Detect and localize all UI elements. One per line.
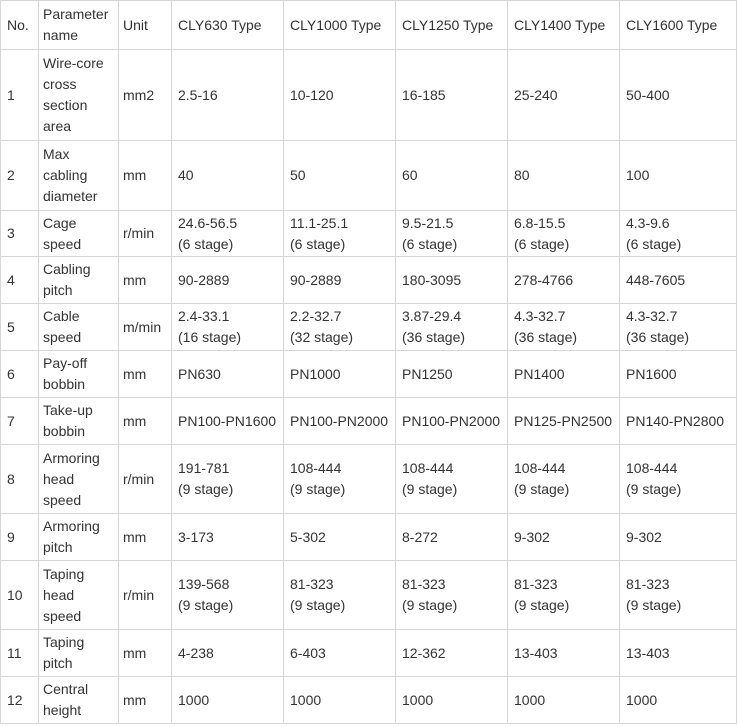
header-type: CLY1600 Type [620,1,737,50]
row-value: 448-7605 [620,257,737,304]
row-value: PN140-PN2800 [620,398,737,445]
row-value: 81-323 (9 stage) [508,561,620,630]
row-no: 2 [1,141,39,211]
header-type: CLY1000 Type [284,1,396,50]
row-value: 50-400 [620,50,737,141]
table-row [1,630,737,677]
row-param: Cage speed [39,211,119,257]
table-row [1,677,737,724]
row-value: 108-444 (9 stage) [396,445,508,514]
row-unit: r/min [119,211,172,257]
row-value: 2.2-32.7 (32 stage) [284,304,396,351]
row-no: 10 [1,561,39,630]
row-value: 1000 [620,677,737,724]
row-value: 81-323 (9 stage) [396,561,508,630]
row-value: 81-323 (9 stage) [620,561,737,630]
row-unit: mm [119,630,172,677]
header-type: CLY630 Type [172,1,284,50]
table-row [1,141,737,211]
row-value: 10-120 [284,50,396,141]
row-no: 6 [1,351,39,398]
row-value: 6-403 [284,630,396,677]
row-param: Wire-core cross section area [39,50,119,141]
row-param: Central height [39,677,119,724]
row-value: 4.3-32.7 (36 stage) [508,304,620,351]
row-value: 1000 [508,677,620,724]
row-value: 81-323 (9 stage) [284,561,396,630]
row-value: PN100-PN2000 [396,398,508,445]
row-value: PN1250 [396,351,508,398]
row-param: Pay-off bobbin [39,351,119,398]
row-unit: mm [119,398,172,445]
row-unit: mm [119,141,172,211]
row-value: 8-272 [396,514,508,561]
row-no: 1 [1,50,39,141]
table-row [1,257,737,304]
row-value: 80 [508,141,620,211]
row-unit: mm [119,257,172,304]
row-value: 6.8-15.5 (6 stage) [508,211,620,257]
row-param: Cable speed [39,304,119,351]
row-value: 3-173 [172,514,284,561]
row-value: 60 [396,141,508,211]
row-value: 108-444 (9 stage) [508,445,620,514]
row-unit: mm2 [119,50,172,141]
row-value: 90-2889 [172,257,284,304]
row-no: 12 [1,677,39,724]
row-value: 4.3-9.6 (6 stage) [620,211,737,257]
row-unit: r/min [119,561,172,630]
row-param: Cabling pitch [39,257,119,304]
row-param: Armoring pitch [39,514,119,561]
row-no: 7 [1,398,39,445]
row-value: 11.1-25.1 (6 stage) [284,211,396,257]
header-row [1,1,737,50]
row-unit: r/min [119,445,172,514]
row-value: PN1600 [620,351,737,398]
header-unit: Unit [119,1,172,50]
row-unit: mm [119,351,172,398]
row-no: 11 [1,630,39,677]
header-param: Parameter name [39,1,119,50]
row-no: 8 [1,445,39,514]
header-no: No. [1,1,39,50]
row-param: Max cabling diameter [39,141,119,211]
row-value: 2.4-33.1 (16 stage) [172,304,284,351]
row-value: 108-444 (9 stage) [284,445,396,514]
row-value: 2.5-16 [172,50,284,141]
row-no: 4 [1,257,39,304]
row-value: 16-185 [396,50,508,141]
row-unit: mm [119,514,172,561]
row-value: 9-302 [620,514,737,561]
table-row [1,398,737,445]
row-value: 108-444 (9 stage) [620,445,737,514]
row-value: 100 [620,141,737,211]
row-value: 3.87-29.4 (36 stage) [396,304,508,351]
row-value: 1000 [284,677,396,724]
row-value: 90-2889 [284,257,396,304]
row-value: 1000 [396,677,508,724]
row-value: 13-403 [620,630,737,677]
row-value: 13-403 [508,630,620,677]
row-value: PN630 [172,351,284,398]
row-value: 50 [284,141,396,211]
header-type: CLY1250 Type [396,1,508,50]
row-param: Take-up bobbin [39,398,119,445]
row-value: 24.6-56.5 (6 stage) [172,211,284,257]
row-value: PN1000 [284,351,396,398]
row-value: 180-3095 [396,257,508,304]
row-value: 5-302 [284,514,396,561]
table-row [1,211,737,257]
row-value: 191-781 (9 stage) [172,445,284,514]
row-value: PN100-PN1600 [172,398,284,445]
row-value: PN125-PN2500 [508,398,620,445]
table-row [1,351,737,398]
table-row [1,514,737,561]
row-value: 4-238 [172,630,284,677]
table-row [1,50,737,141]
table-row [1,304,737,351]
row-unit: m/min [119,304,172,351]
table-row [1,445,737,514]
row-value: PN100-PN2000 [284,398,396,445]
row-param: Taping pitch [39,630,119,677]
row-value: 40 [172,141,284,211]
row-value: 1000 [172,677,284,724]
row-value: 12-362 [396,630,508,677]
row-value: 9.5-21.5 (6 stage) [396,211,508,257]
header-type: CLY1400 Type [508,1,620,50]
row-no: 5 [1,304,39,351]
row-value: PN1400 [508,351,620,398]
row-param: Taping head speed [39,561,119,630]
row-value: 4.3-32.7 (36 stage) [620,304,737,351]
row-value: 139-568 (9 stage) [172,561,284,630]
row-value: 9-302 [508,514,620,561]
row-param: Armoring head speed [39,445,119,514]
row-value: 25-240 [508,50,620,141]
row-no: 9 [1,514,39,561]
row-no: 3 [1,211,39,257]
row-unit: mm [119,677,172,724]
row-value: 278-4766 [508,257,620,304]
table-row [1,561,737,630]
